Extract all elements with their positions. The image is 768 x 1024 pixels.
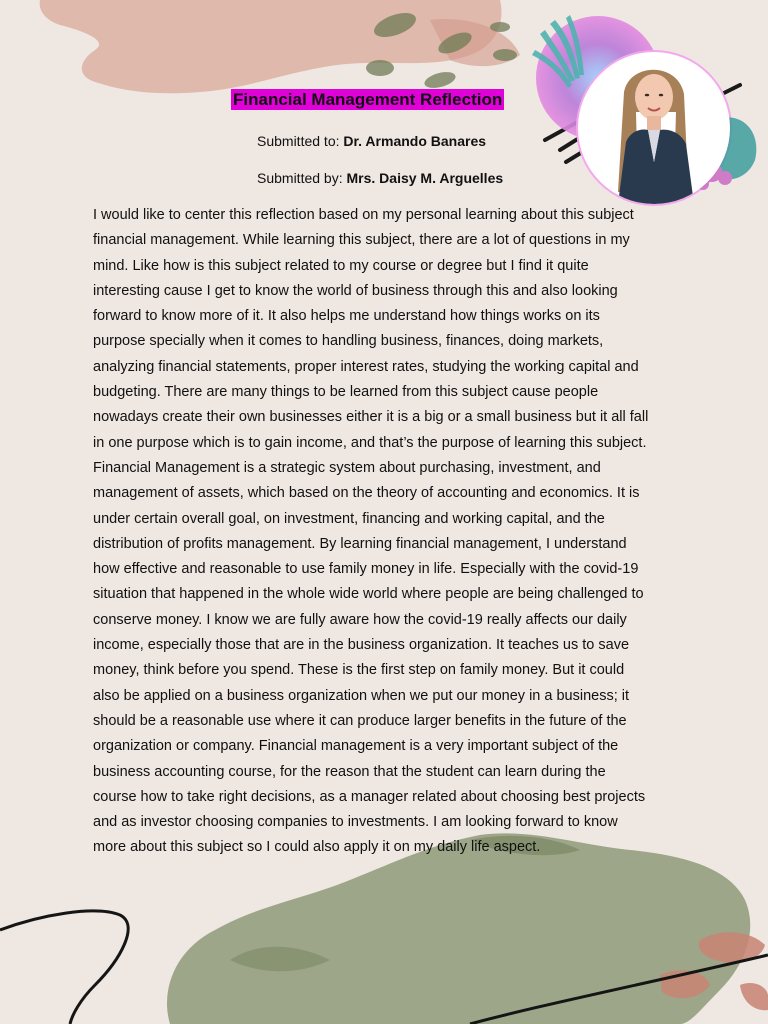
submitted-by-line [257,170,503,186]
submitted-by-label: Submitted by: [257,170,343,186]
profile-photo [578,52,730,204]
submitted-to-label: Submitted to: [257,133,340,149]
submitted-to-name: Dr. Armando Banares [343,133,487,149]
reflection-body [93,203,653,861]
submitted-by-name: Mrs. Daisy M. Arguelles [346,170,504,186]
brush-stroke-green [167,833,750,1024]
reflection-paragraph: I would like to center this reflection based on my personal learning about this subject financial management. While learning this subject, there are a lot of questions in my mind. Like how is this subject related to my course or degree but I find it quite interesting cause I get to know the world of business through this and also looking forward to know more of it. It also helps me understand how things works on its purpose specially when it comes to handling business, finances, doing markets, analyzing financial statements, proper interest rates, studying the working capital and budgeting. There are many things to be learned from this subject cause people nowadays create their own businesses either it is a big or a small business but it all fall in one purpose which is to gain income, and that’s the purpose of learning this subject. Financial Management is a strategic system about purchasing, investment, and management of assets, which based on the theory of accounting and economics. It is under certain overall goal, on investment, financing and working capital, and the distribution of profits management. By learning financial management, I understand how effective and reasonable to use family money in life. Especially with the covid-19 situation that happened in the whole wide world where people are being challenged to conserve money. I know we are fully aware how the covid-19 really affects our daily income, especially those that are in the business organization. It teaches us to save money, think before you spend. These is the first step on family money. But it could also be applied on a business organization when we put our money in a business; it should be a reasonable use where it can produce larger benefits in the future of the organization or company. Financial management is a very important subject of the business accounting course, for the reason that the student can learn during the course how to take right decisions, as a manager related about choosing best projects and as investor choosing companies to investments. I am looking forward to know more about this subject so I could also apply it on my daily life aspect. [93,207,649,856]
document-title: Financial Management Reflection [233,90,503,109]
submitted-to-line [257,133,486,149]
